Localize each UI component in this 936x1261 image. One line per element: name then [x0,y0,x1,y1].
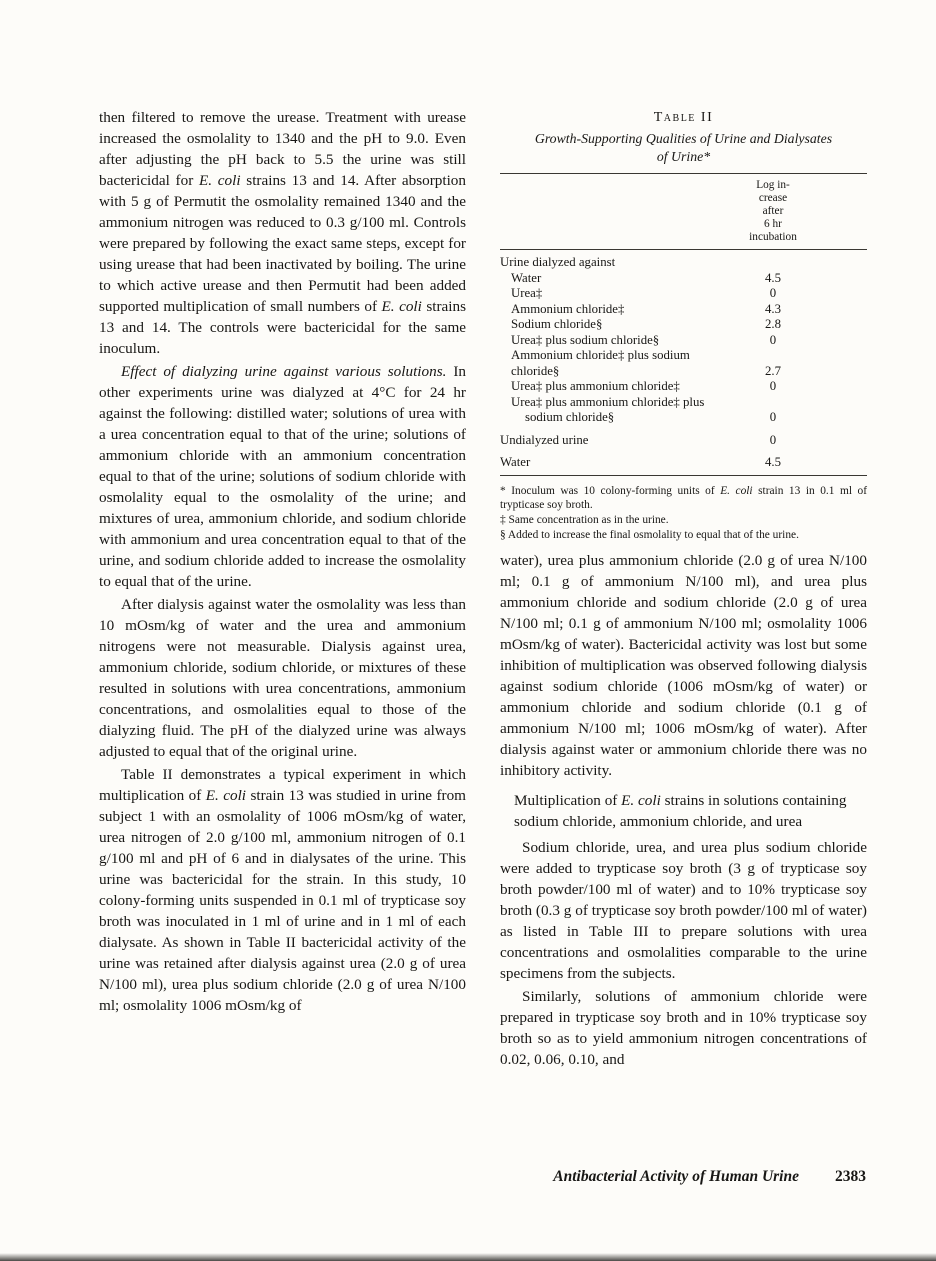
table-row [500,395,867,426]
table-row [500,379,867,395]
header-line: incubation [749,231,797,243]
table-row [500,271,867,287]
table-2 [500,107,867,542]
row-value: 0 [769,286,777,300]
table-body [500,250,867,475]
paragraph: water), urea plus ammonium chloride (2.0 g of urea N/100 ml; 0.1 g of ammonium N/100 ml), and urea plus ammonium chloride and sodium chloride (2.0 g of urea N/100 ml; 0.1 g of ammonium N/100 ml; osmolality 1006 mOsm/kg of water). Bactericidal activity was lost but some inhibition of multiplication was observed following dialysis against sodium chloride (1006 mOsm/kg of water) or ammonium chloride and sodium chloride (0.1 g of ammonium N/100 ml; 1006 mOsm/kg of water). After dialysis against water or ammonium chloride there was no inhibitory activity. [500,551,867,779]
table-footnotes [500,484,867,542]
row-label: Sodium chloride§ [511,317,603,331]
table-row [500,333,867,349]
row-label: Water [511,270,542,285]
paragraph: Similarly, solutions of ammonium chloride were prepared in trypticase soy broth and in 10% trypticase soy broth so as to yield ammonium nitrogen concentrations of 0.02, 0.06, 0.10, and [500,987,867,1068]
table-row [500,255,867,271]
table-row [500,317,867,333]
table-bottom-rule [500,475,867,476]
row-label: Ammonium chloride‡ plus sodium chloride§ [511,348,690,378]
row-value: 4.5 [765,270,781,285]
row-label: Undialyzed urine [500,432,589,447]
row-value: 4.5 [765,455,781,469]
left-column [99,107,466,1018]
table-footnote: § Added to increase the final osmolality to equal that of the urine. [500,528,799,541]
row-value: 0 [769,332,777,347]
row-value: 4.3 [765,301,781,316]
paragraph: Effect of dialyzing urine against various solutions. In other experiments urine was dialyzed at 4°C for 24 hr against the following: distilled water; solutions of urea with a urea concentration equal to that of the urine; solutions of ammonium chloride with an ammonium concentration equal to that of the urine; solutions of sodium chloride with osmolality equal to the osmolality of the urine; and mixtures of urea, ammonium chloride, and sodium chloride with ammonium and urea concentration equal to that of the urine, and sodium chloride added to increase the osmolality to equal that of the urine. [99,363,466,590]
row-label: Urea‡ plus ammonium chloride‡ [511,379,680,393]
row-label: Urine dialyzed against [500,255,616,269]
paragraph: Sodium chloride, urea, and urea plus sodium chloride were added to trypticase soy broth (3 g of trypticase soy broth powder/100 ml of water) and to 10% trypticase soy broth (0.3 g of trypticase soy broth powder/100 ml of water) as listed in Table III to prepare solutions with urea concentrations and osmolalities comparable to the urine specimens from the subjects. [500,838,867,982]
table-row [500,286,867,302]
header-line: Log in- [756,179,790,191]
row-label: Urea‡ [511,286,543,300]
row-value: 0 [769,379,777,393]
row-label: Ammonium chloride‡ [511,301,625,316]
running-title: Antibacterial Activity of Human Urine [553,1168,799,1185]
row-value: 2.7 [765,363,781,378]
table-row [500,302,867,318]
header-line: after [762,205,784,217]
table-row [500,433,867,449]
row-value: 0 [769,410,777,424]
table-label: Table II [653,110,714,125]
section-heading: Multiplication of E. coli strains in solutions containing sodium chloride, ammonium chloride, and urea [514,791,847,830]
row-label: Urea‡ plus sodium chloride§ [511,332,660,347]
paragraph: then filtered to remove the urease. Treatment with urease increased the osmolality to 1340 and the pH to 9.0. Even after adjusting the pH back to 5.5 the urine was still bactericidal for E. coli strains 13 and 14. After absorption with 5 g of Permutit the osmolality remained 1340 and the ammonium nitrogen was reduced to 0.3 g/100 ml. Controls were prepared by following the exact same steps, except for using urease that had been inactivated by boiling. The urine to which active urease and then Permutit had been added supported multiplication of small numbers of E. coli strains 13 and 14. The controls were bactericidal for the same inoculum. [99,109,466,357]
table-caption: Growth-Supporting Qualities of Urine and Dialysates of Urine* [534,131,833,164]
table-row [500,455,867,471]
table-footnote: ‡ Same concentration as in the urine. [500,513,669,526]
scan-bottom-edge [0,1253,936,1261]
paragraph: Table II demonstrates a typical experiment in which multiplication of E. coli strain 13 was studied in urine from subject 1 with an osmolality of 1006 mOsm/kg of water, urea nitrogen of 2.0 g/100 ml, ammonium nitrogen of 0.1 g/100 ml and pH of 6 and in dialysates of the urine. This urine was bactericidal for the strain. In this study, 10 colony-forming units suspended in 0.1 ml of trypticase soy broth was inoculated in 1 ml of urine and in 1 ml of each dialysate. As shown in Table II bactericidal activity of the urine was retained after dialysis against urea (2.0 g of urea N/100 ml), urea plus sodium chloride (2.0 g of urea N/100 ml; osmolality 1006 mOsm/kg of [99,766,466,1014]
row-label: Water [500,455,531,469]
row-value: 0 [769,432,777,447]
table-header-row [500,174,867,249]
table-footnote: * Inoculum was 10 colony-forming units of E. coli strain 13 in 0.1 ml of trypticase soy broth. [500,484,867,511]
row-value: 2.8 [765,317,781,331]
table-row [500,348,867,379]
row-label-line-1: Urea‡ plus ammonium chloride‡ plus [511,394,705,409]
running-footer [500,1168,866,1186]
row-label [500,395,731,426]
right-column [500,107,867,1072]
page-number: 2383 [835,1168,866,1185]
header-line: crease [758,192,788,204]
paragraph: After dialysis against water the osmolality was less than 10 mOsm/kg of water and the urea and ammonium nitrogens were not measurable. Dialysis against urea, ammonium chloride, sodium chloride, or mixtures of these resulted in solutions with urea concentrations, ammonium concentrations, and osmolalities equal to those of the dialyzing fluid. The pH of the dialyzed urine was always adjusted to equal that of the original urine. [99,596,466,760]
header-line: 6 hr [764,218,782,230]
row-label-line-2: sodium chloride§ [525,410,615,424]
table-column-header [731,179,815,244]
